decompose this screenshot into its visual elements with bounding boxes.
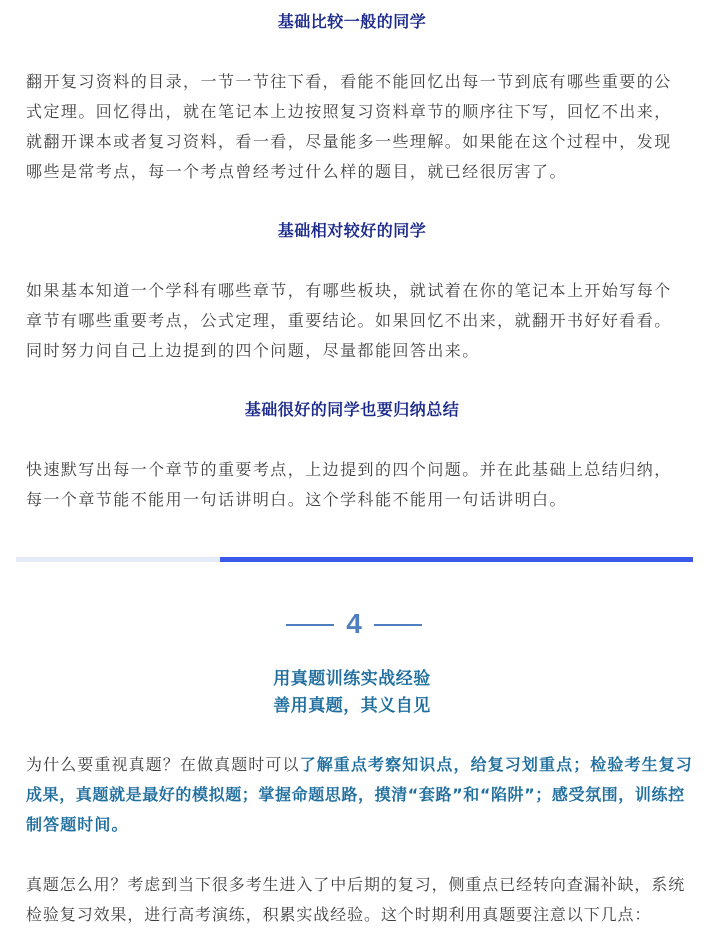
section-heading-basic-average: 基础比较一般的同学 <box>277 12 427 31</box>
paragraph-basic-good <box>26 276 690 366</box>
plain-text: 为什么要重视真题？在做真题时可以 <box>26 755 300 774</box>
divider-bar-light <box>16 557 220 562</box>
text-line: 同时努力问自己上边提到的四个问题，尽量都能回答出来。 <box>26 341 480 360</box>
paragraph-basic-excellent <box>26 455 690 515</box>
number-decor-line-right <box>374 624 422 626</box>
highlight-text-line: 制答题时间。 <box>26 815 129 834</box>
text-line: 真题怎么用？考虑到当下很多考生进入了中后期的复习，侧重点已经转向查漏补缺，系统 <box>26 875 686 894</box>
section-heading-basic-excellent: 基础很好的同学也要归纳总结 <box>244 400 460 419</box>
text-line: 翻开复习资料的目录，一节一节往下看，看能不能回忆出每一节到底有哪些重要的公 <box>26 72 672 91</box>
paragraph-how-to-use <box>26 870 690 930</box>
paragraph-why-real-exams <box>26 750 693 840</box>
section-number: 4 <box>346 608 362 639</box>
text-line: 章节有哪些重要考点，公式定理，重要结论。如果回忆不出来，就翻开书好好看看。 <box>26 311 672 330</box>
section4-title-line2: 善用真题，其义自见 <box>273 696 431 716</box>
text-line: 检验复习效果，进行高考演练，积累实战经验。这个时期利用真题要注意以下几点： <box>26 905 652 924</box>
text-line: 式定理。回忆得出，就在笔记本上边按照复习资料章节的顺序往下写，回忆不出来， <box>26 102 672 121</box>
section4-title-line1: 用真题训练实战经验 <box>273 669 431 689</box>
text-line <box>26 750 693 780</box>
text-line: 就翻开课本或者复习资料，看一看，尽量能多一些理解。如果能在这个过程中，发现 <box>26 132 672 151</box>
text-line: 哪些是常考点，每一个考点曾经考过什么样的题目，就已经很厉害了。 <box>26 162 567 181</box>
number-decor-line-left <box>286 624 334 626</box>
text-line: 每一个章节能不能用一句话讲明白。这个学科能不能用一句话讲明白。 <box>26 490 567 509</box>
divider-bar-accent <box>220 557 693 562</box>
section-heading-basic-good: 基础相对较好的同学 <box>277 221 427 240</box>
highlight-text-line: 成果，真题就是最好的模拟题；掌握命题思路，摸清“套路”和“陷阱”；感受氛围，训练控 <box>26 785 685 804</box>
text-line: 如果基本知道一个学科有哪些章节，有哪些板块，就试着在你的笔记本上开始写每个 <box>26 281 672 300</box>
highlight-text: 了解重点考察知识点，给复习划重点；检验考生复习 <box>299 755 693 774</box>
paragraph-basic-average <box>26 67 690 187</box>
text-line: 快速默写出每一个章节的重要考点，上边提到的四个问题。并在此基础上总结归纳， <box>26 460 672 479</box>
